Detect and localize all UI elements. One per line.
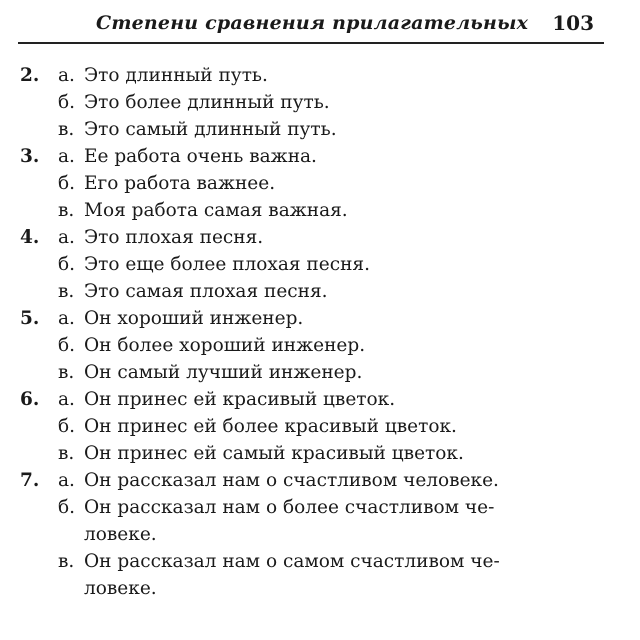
exercise-line (20, 548, 610, 575)
sentence-text: Он более хороший инженер. (84, 335, 366, 356)
exercise-line (20, 224, 610, 251)
exercise-line (20, 305, 610, 332)
sentence-text: Его работа важнее. (84, 173, 276, 194)
option-letter: а. (58, 146, 75, 167)
sentence-text: Это самый длинный путь. (84, 119, 337, 140)
exercise-line (20, 386, 610, 413)
option-letter: в. (58, 551, 75, 572)
exercise-line (20, 143, 610, 170)
exercise-line (20, 89, 610, 116)
option-letter: а. (58, 227, 75, 248)
running-head (18, 8, 604, 44)
exercise-line (20, 359, 610, 386)
exercise-number: 3. (20, 146, 40, 167)
sentence-text: Он рассказал нам о самом счастливом че- (84, 551, 500, 572)
sentence-text: Это еще более плохая песня. (84, 254, 370, 275)
option-letter: б. (58, 416, 76, 437)
exercise-line (20, 467, 610, 494)
option-letter: б. (58, 173, 76, 194)
option-letter: б. (58, 335, 76, 356)
exercise-number: 5. (20, 308, 40, 329)
sentence-text: Он хороший инженер. (84, 308, 304, 329)
exercise-line (20, 494, 610, 521)
option-letter: а. (58, 65, 75, 86)
exercise-list (20, 62, 610, 602)
page-number: 103 (552, 11, 594, 35)
sentence-text: Это более длинный путь. (84, 92, 330, 113)
exercise-number: 6. (20, 389, 40, 410)
exercise-line-continuation (20, 521, 610, 548)
sentence-text: Он самый лучший инженер. (84, 362, 363, 383)
sentence-continuation: ловеке. (84, 578, 157, 599)
exercise-number: 2. (20, 65, 40, 86)
sentence-text: Он принес ей более красивый цветок. (84, 416, 457, 437)
option-letter: в. (58, 443, 75, 464)
sentence-text: Это длинный путь. (84, 65, 268, 86)
exercise-line (20, 278, 610, 305)
option-letter: в. (58, 200, 75, 221)
exercise-line (20, 170, 610, 197)
option-letter: б. (58, 497, 76, 518)
option-letter: в. (58, 362, 75, 383)
exercise-line (20, 116, 610, 143)
exercise-line (20, 440, 610, 467)
exercise-line (20, 62, 610, 89)
option-letter: в. (58, 119, 75, 140)
option-letter: б. (58, 254, 76, 275)
exercise-line (20, 332, 610, 359)
sentence-text: Он рассказал нам о счастливом человеке. (84, 470, 499, 491)
exercise-line (20, 413, 610, 440)
exercise-number: 7. (20, 470, 40, 491)
sentence-text: Он принес ей красивый цветок. (84, 389, 396, 410)
sentence-continuation: ловеке. (84, 524, 157, 545)
exercise-number: 4. (20, 227, 40, 248)
exercise-line (20, 197, 610, 224)
option-letter: в. (58, 281, 75, 302)
sentence-text: Он принес ей самый красивый цветок. (84, 443, 464, 464)
option-letter: а. (58, 389, 75, 410)
sentence-text: Это самая плохая песня. (84, 281, 328, 302)
option-letter: а. (58, 308, 75, 329)
sentence-text: Это плохая песня. (84, 227, 264, 248)
option-letter: б. (58, 92, 76, 113)
sentence-text: Он рассказал нам о более счастливом че- (84, 497, 495, 518)
exercise-line (20, 251, 610, 278)
sentence-text: Ее работа очень важна. (84, 146, 317, 167)
running-title: Степени сравнения прилагательных (96, 12, 529, 34)
exercise-line-continuation (20, 575, 610, 602)
sentence-text: Моя работа самая важная. (84, 200, 348, 221)
option-letter: а. (58, 470, 75, 491)
